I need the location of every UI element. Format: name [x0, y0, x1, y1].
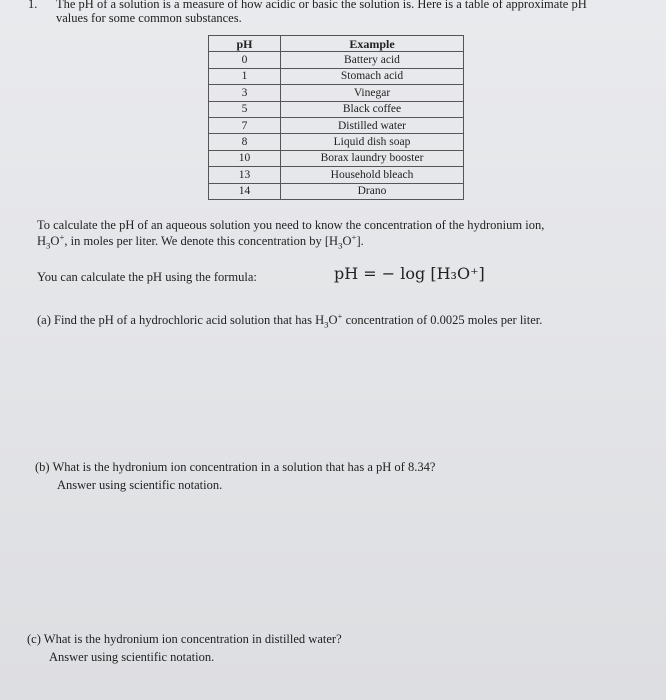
ph-value-cell: 8 — [209, 134, 281, 150]
ph-value-cell: 14 — [209, 183, 281, 199]
question-c-line-1: (c) What is the hydronium ion concentration in distilled water? — [27, 632, 342, 646]
intro-line-2: values for some common substances. — [56, 11, 242, 25]
table-row — [209, 150, 464, 166]
paragraph-line-2: $H_3O^+$, in moles per liter. We denote this concentration by $[H_3O^+]$. — [37, 231, 364, 251]
table-header-row — [209, 36, 464, 52]
header-ph: pH — [209, 36, 281, 52]
example-cell: Household bleach — [281, 167, 464, 183]
table-body — [209, 52, 464, 200]
example-cell: Distilled water — [281, 117, 464, 133]
problem-number: 1. — [28, 0, 38, 11]
example-cell: Vinegar — [281, 85, 464, 101]
example-cell: Black coffee — [281, 101, 464, 117]
example-cell: Liquid dish soap — [281, 134, 464, 150]
ph-value-cell: 7 — [209, 117, 281, 133]
table-row — [209, 52, 464, 68]
table-row — [209, 183, 464, 199]
ph-value-cell: 3 — [209, 85, 281, 101]
intro-line-1: The pH of a solution is a measure of how acidic or basic the solution is. Here is a table of approximate pH — [56, 0, 587, 11]
example-cell: Stomach acid — [281, 68, 464, 84]
table-row — [209, 68, 464, 84]
table-row — [209, 101, 464, 117]
table-row — [209, 167, 464, 183]
ph-table — [208, 35, 464, 200]
question-a: (a) Find the pH of a hydrochloric acid solution that has $H_3O^+$ concentration of 0.0025 moles per liter. — [37, 310, 543, 330]
ph-value-cell: 5 — [209, 101, 281, 117]
question-c-line-2: Answer using scientific notation. — [49, 650, 215, 664]
example-cell: Drano — [281, 183, 464, 199]
ph-value-cell: 0 — [209, 52, 281, 68]
table-row — [209, 85, 464, 101]
formula-label: You can calculate the pH using the formula: — [37, 270, 257, 284]
ph-value-cell: 13 — [209, 167, 281, 183]
ph-formula: pH = − log [H₃O⁺] — [334, 264, 485, 283]
example-cell: Borax laundry booster — [281, 150, 464, 166]
table-row — [209, 134, 464, 150]
ph-value-cell: 10 — [209, 150, 281, 166]
table-row — [209, 117, 464, 133]
example-cell: Battery acid — [281, 52, 464, 68]
paragraph-line-1: To calculate the pH of an aqueous solution you need to know the concentration of the hydronium ion, — [37, 218, 545, 232]
header-example: Example — [281, 36, 464, 52]
question-b-line-1: (b) What is the hydronium ion concentration in a solution that has a pH of 8.34? — [35, 460, 436, 474]
ph-value-cell: 1 — [209, 68, 281, 84]
question-b-line-2: Answer using scientific notation. — [57, 478, 223, 492]
